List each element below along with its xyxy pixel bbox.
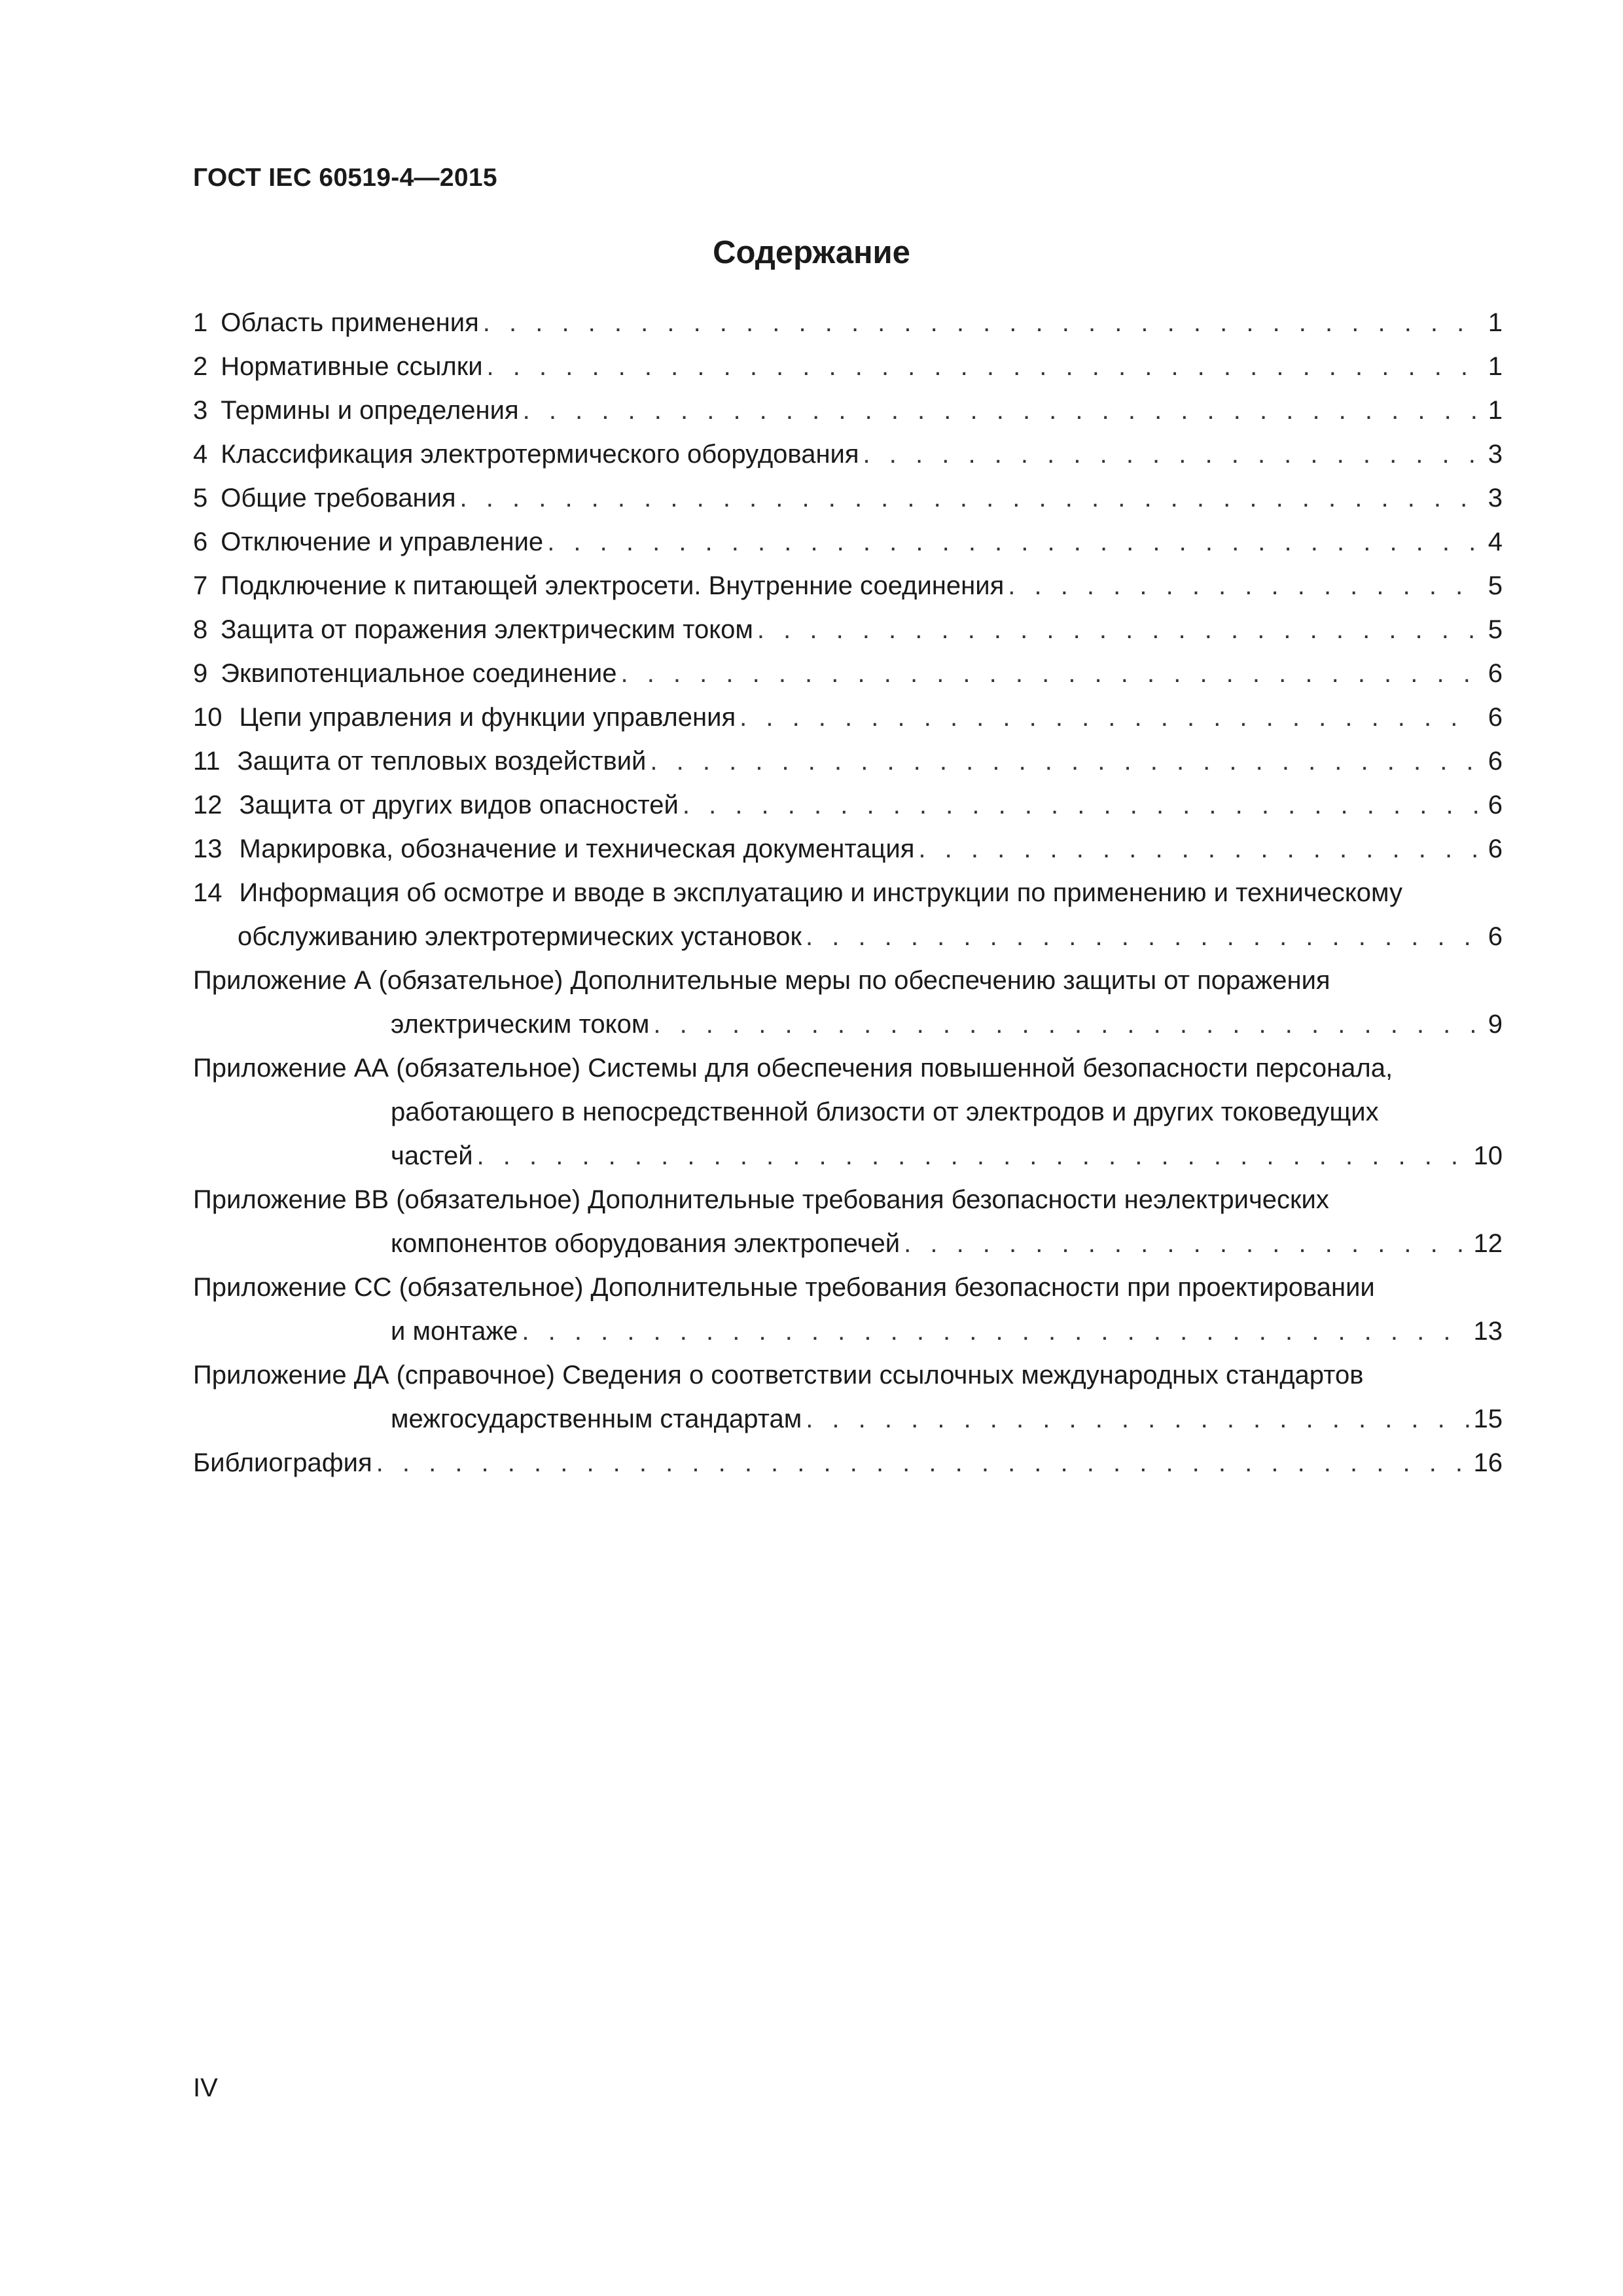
toc-page-number: 13 [1473, 1317, 1503, 1346]
toc-page-number: 6 [1488, 834, 1503, 863]
toc-page-number: 6 [1488, 659, 1503, 688]
dot-leader [487, 345, 1479, 389]
toc-entry-text: Приложение АА (обязательное) Системы для обеспечения повышенной безопасности персонала, [193, 1054, 1393, 1083]
dot-leader [650, 740, 1479, 783]
toc-entry[interactable] [193, 389, 1503, 433]
toc-entry-text: межгосударственным стандартам [391, 1405, 802, 1433]
toc-entry[interactable] [193, 827, 1503, 871]
toc-entry-number: 4 [193, 440, 208, 469]
dot-leader [477, 1134, 1470, 1178]
toc-entry-text: Отключение и управление [221, 528, 544, 556]
toc-entry-text: компонентов оборудования электропечей [391, 1229, 901, 1258]
toc-entry-text: Защита от поражения электрическим током [221, 615, 753, 644]
toc-page-number: 1 [1488, 352, 1503, 381]
toc-page-number: 1 [1488, 308, 1503, 337]
dot-leader [683, 783, 1479, 827]
toc-entry-text: Приложение СС (обязательное) Дополнительные требования безопасности при проектировании [193, 1273, 1375, 1302]
toc-entry-text: Классификация электротермического оборудования [221, 440, 859, 469]
toc-entry[interactable] [193, 959, 1503, 1047]
dot-leader [376, 1441, 1470, 1485]
toc-entry[interactable] [193, 871, 1503, 959]
toc-entry-number: 10 [193, 703, 223, 732]
toc-entry-number: 2 [193, 352, 208, 381]
toc-page-number: 6 [1488, 703, 1503, 732]
toc-entry-number: 1 [193, 308, 208, 337]
toc-entry[interactable] [193, 652, 1503, 696]
toc-entry-text: работающего в непосредственной близости от электродов и других токоведущих [391, 1098, 1379, 1126]
toc-entry-text: и монтаже [391, 1317, 518, 1346]
toc-page-number: 3 [1488, 484, 1503, 512]
toc-entry-text: Приложение ДА (справочное) Сведения о соответствии ссылочных международных стандартов [193, 1361, 1364, 1390]
toc-entry[interactable] [193, 345, 1503, 389]
toc-page-number: 16 [1473, 1448, 1503, 1477]
toc-entry-text: Термины и определения [221, 396, 519, 425]
dot-leader [460, 476, 1479, 520]
dot-leader [620, 652, 1479, 696]
dot-leader [918, 827, 1479, 871]
toc-entry-number: 5 [193, 484, 208, 512]
dot-leader [547, 520, 1479, 564]
dot-leader [863, 433, 1479, 476]
toc-entry[interactable] [193, 433, 1503, 476]
toc-entry[interactable] [193, 1178, 1503, 1266]
toc-entry-text: электрическим током [391, 1010, 650, 1039]
toc-entry-text: Приложение А (обязательное) Дополнительные меры по обеспечению защиты от поражения [193, 966, 1330, 995]
toc-entry[interactable] [193, 1354, 1503, 1441]
toc-page-number: 3 [1488, 440, 1503, 469]
toc-page-number: 12 [1473, 1229, 1503, 1258]
toc-entry[interactable] [193, 740, 1503, 783]
toc-entry-text: Подключение к питающей электросети. Внутренние соединения [221, 571, 1005, 600]
dot-leader [806, 1397, 1469, 1441]
toc-entry-text: Эквипотенциальное соединение [221, 659, 617, 688]
toc-entry[interactable] [193, 520, 1503, 564]
dot-leader [522, 1310, 1469, 1354]
toc-entry[interactable] [193, 783, 1503, 827]
toc-page-number: 10 [1473, 1141, 1503, 1170]
toc-entry[interactable] [193, 1441, 1503, 1485]
toc-entry-number: 13 [193, 834, 223, 863]
toc-entry-text: Область применения [221, 308, 479, 337]
toc-entry-number: 3 [193, 396, 208, 425]
document-code-header: ГОСТ IEC 60519-4—2015 [193, 164, 497, 192]
toc-entry-number: 7 [193, 571, 208, 600]
toc-entry-text: Маркировка, обозначение и техническая документация [239, 834, 915, 863]
toc-entry-text: Защита от тепловых воздействий [237, 747, 647, 776]
toc-page-number: 6 [1488, 791, 1503, 819]
toc-page-number: 5 [1488, 571, 1503, 600]
toc-entry-text: Информация об осмотре и вводе в эксплуатацию и инструкции по применению и техническому [239, 878, 1402, 907]
toc-entry-text: Приложение ВВ (обязательное) Дополнительные требования безопасности неэлектрических [193, 1185, 1329, 1214]
toc-entry-number: 11 [193, 747, 221, 776]
toc-page-number: 9 [1488, 1010, 1503, 1039]
dot-leader [483, 301, 1479, 345]
toc-entry-number: 6 [193, 528, 208, 556]
toc-entry-number: 8 [193, 615, 208, 644]
toc-entry[interactable] [193, 301, 1503, 345]
toc-entry-number: 14 [193, 878, 223, 907]
dot-leader [757, 608, 1479, 652]
toc-page-number: 5 [1488, 615, 1503, 644]
dot-leader [740, 696, 1479, 740]
dot-leader [904, 1222, 1469, 1266]
dot-leader [523, 389, 1479, 433]
toc-entry[interactable] [193, 696, 1503, 740]
toc-entry-text: Защита от других видов опасностей [239, 791, 679, 819]
toc-page-number: 1 [1488, 396, 1503, 425]
toc-page-number: 4 [1488, 528, 1503, 556]
toc-entry[interactable] [193, 1047, 1503, 1178]
page-number: IV [193, 2073, 218, 2102]
toc-entry-text: Нормативные ссылки [221, 352, 483, 381]
toc-entry[interactable] [193, 564, 1503, 608]
table-of-contents [193, 301, 1503, 1485]
toc-entry-text: Библиография [193, 1448, 372, 1477]
toc-entry-text: Общие требования [221, 484, 456, 512]
toc-entry[interactable] [193, 1266, 1503, 1354]
toc-entry-text: частей [391, 1141, 473, 1170]
dot-leader [1008, 564, 1479, 608]
page-title: Содержание [713, 235, 910, 270]
toc-entry-text: обслуживанию электротермических установок [238, 922, 802, 951]
toc-entry-text: Цепи управления и функции управления [239, 703, 736, 732]
dot-leader [653, 1003, 1479, 1047]
toc-page-number: 6 [1488, 747, 1503, 776]
toc-entry-number: 12 [193, 791, 223, 819]
dot-leader [806, 915, 1479, 959]
toc-entry-number: 9 [193, 659, 208, 688]
toc-entry[interactable] [193, 476, 1503, 520]
toc-entry[interactable] [193, 608, 1503, 652]
toc-page-number: 6 [1488, 922, 1503, 951]
toc-page-number: 15 [1473, 1405, 1503, 1433]
